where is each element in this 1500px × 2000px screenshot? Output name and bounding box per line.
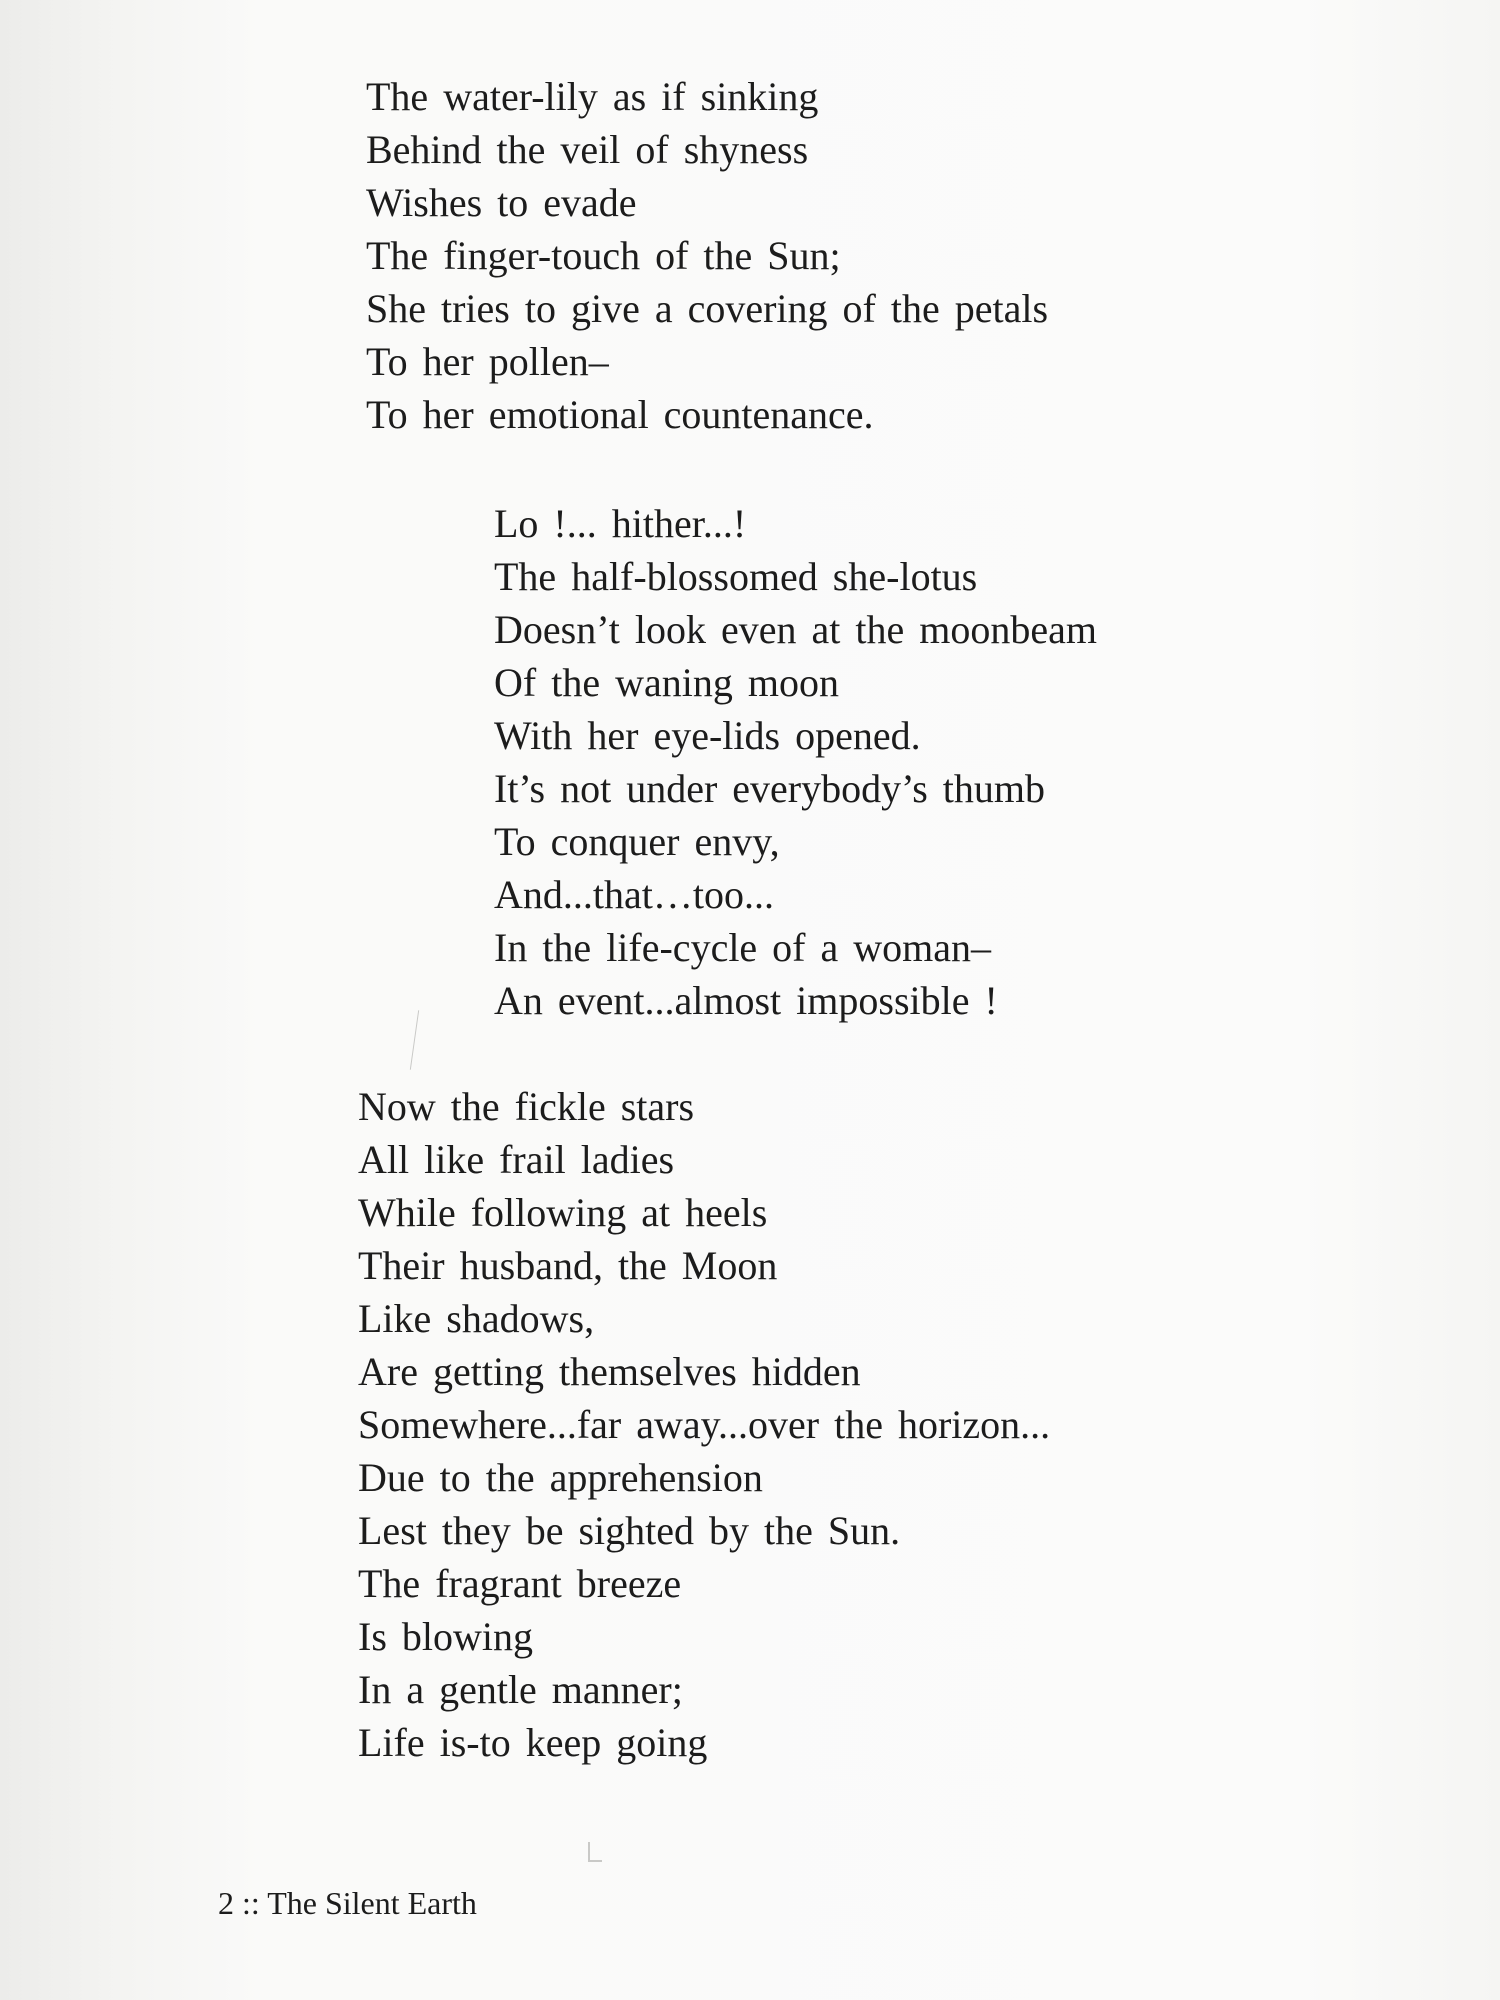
poem-line: Wishes to evade: [366, 180, 637, 225]
poem-line: An event...almost impossible !: [494, 978, 998, 1023]
poem-line: The half-blossomed she-lotus: [494, 554, 978, 599]
poem-line: To her pollen–: [366, 339, 609, 384]
page-footer: 2 :: The Silent Earth: [218, 1885, 477, 1921]
poem-line: Of the waning moon: [494, 660, 839, 705]
poem-line: Now the fickle stars: [358, 1084, 695, 1129]
poem-line: Is blowing: [358, 1614, 533, 1659]
poem-line: Like shadows,: [358, 1296, 595, 1341]
poem-line: Due to the apprehension: [358, 1455, 763, 1500]
poem-line: The water-lily as if sinking: [366, 74, 819, 119]
poem-line: Somewhere...far away...over the horizon...: [358, 1402, 1051, 1447]
poem-line: In the life-cycle of a woman–: [494, 925, 992, 970]
poem-line: Lo !... hither...!: [494, 501, 747, 546]
stray-mark: [588, 1842, 590, 1862]
poem-line: In a gentle manner;: [358, 1667, 683, 1712]
stray-mark: [588, 1860, 602, 1862]
poem-line: The fragrant breeze: [358, 1561, 682, 1606]
poem-line: With her eye-lids opened.: [494, 713, 921, 758]
poem-line: Doesn’t look even at the moonbeam: [494, 607, 1098, 652]
poem-line: Behind the veil of shyness: [366, 127, 809, 172]
poem-line: Are getting themselves hidden: [358, 1349, 861, 1394]
poem-line: All like frail ladies: [358, 1137, 675, 1182]
poem-line: Life is-to keep going: [358, 1720, 708, 1765]
poem-stanza-1: [366, 70, 1048, 441]
poem-line: To conquer envy,: [494, 819, 780, 864]
stray-mark: [410, 1010, 419, 1070]
poem-line: The finger-touch of the Sun;: [366, 233, 841, 278]
poem-stanza-3: [358, 1080, 1050, 1769]
poem-line: Lest they be sighted by the Sun.: [358, 1508, 901, 1553]
poem-line: She tries to give a covering of the petals: [366, 286, 1049, 331]
poem-line: And...that…too...: [494, 872, 774, 917]
poem-line: It’s not under everybody’s thumb: [494, 766, 1046, 811]
poem-line: To her emotional countenance.: [366, 392, 874, 437]
poem-line: While following at heels: [358, 1190, 768, 1235]
poem-stanza-2: [494, 497, 1097, 1027]
poem-line: Their husband, the Moon: [358, 1243, 778, 1288]
